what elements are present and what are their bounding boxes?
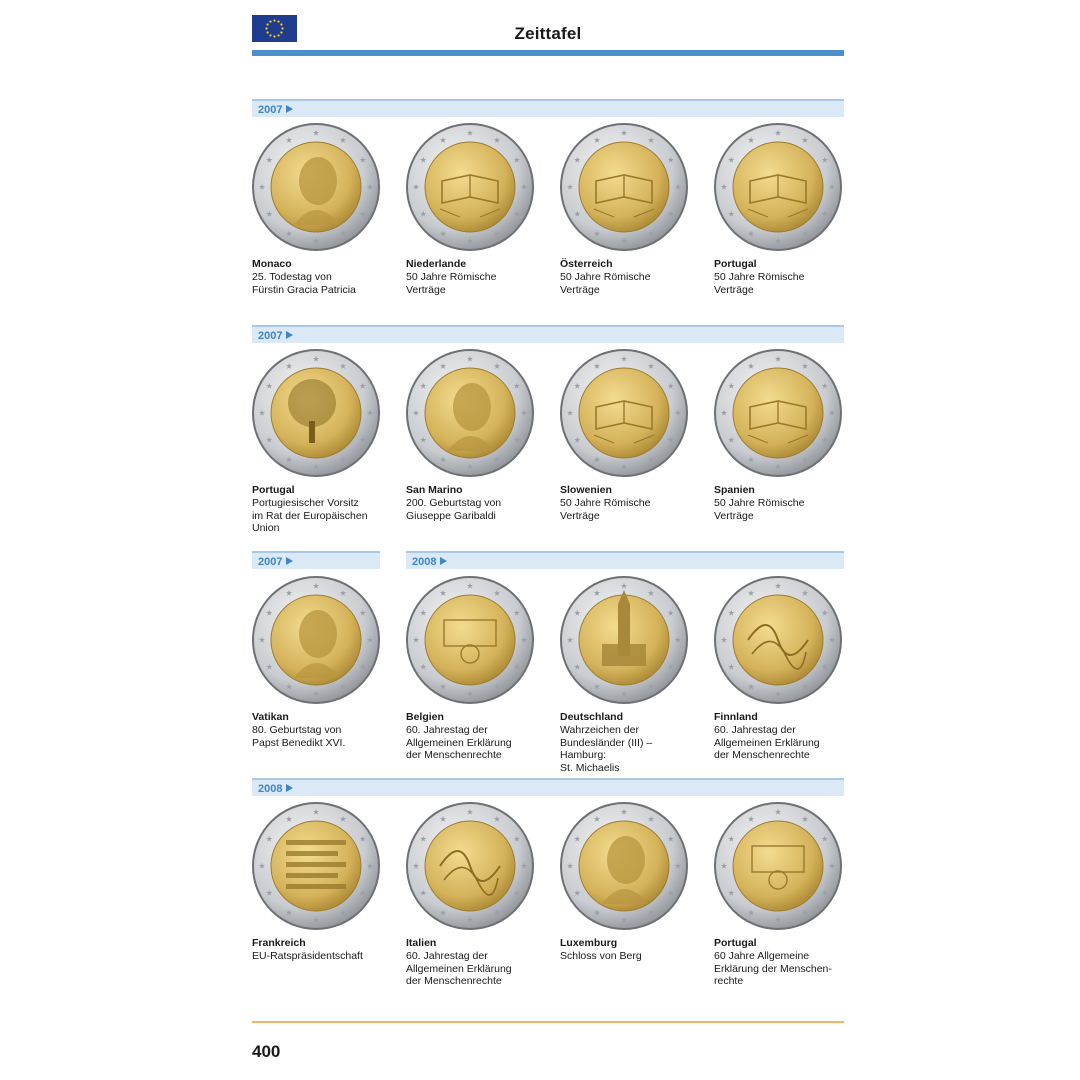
year-band <box>252 778 844 796</box>
coin-description: EU-Ratspräsidentschaft <box>252 949 363 962</box>
coin-description: 60. Jahrestag der Allgemeinen Erklärung der Menschenrechte <box>406 723 512 762</box>
coin-caption <box>252 937 402 963</box>
coin-country: Monaco <box>252 258 292 270</box>
year-label: 2007 <box>258 556 283 568</box>
coin-description: 50 Jahre Römische Verträge <box>714 496 805 522</box>
coin-caption <box>714 711 864 762</box>
coin-country: Frankreich <box>252 937 306 949</box>
year-band <box>406 551 844 569</box>
coin-description: 50 Jahre Römische Verträge <box>406 270 497 296</box>
triangle-right-icon <box>440 557 447 565</box>
coin-image <box>251 801 381 931</box>
coin-caption <box>406 484 556 522</box>
coin-country: Spanien <box>714 484 755 496</box>
coin-caption <box>252 711 402 749</box>
year-band <box>252 99 844 117</box>
coin-country: Belgien <box>406 711 444 723</box>
coin-image <box>251 348 381 478</box>
coin-description: Portugiesischer Vorsitz im Rat der Europäischen Union <box>252 496 368 535</box>
coin-description: 60 Jahre Allgemeine Erklärung der Menschen- rechte <box>714 949 832 988</box>
coin-description: 25. Todestag von Fürstin Gracia Patricia <box>252 270 356 296</box>
coin-image <box>405 801 535 931</box>
coin-image <box>405 575 535 705</box>
coin-image <box>713 801 843 931</box>
coin-caption <box>714 258 864 296</box>
year-band <box>252 325 844 343</box>
coin-caption <box>406 711 556 762</box>
coin-country: Vatikan <box>252 711 289 723</box>
coin-country: Finnland <box>714 711 758 723</box>
coin-caption <box>560 937 710 963</box>
coin-description: Wahrzeichen der Bundesländer (III) – Hamburg: St. Michaelis <box>560 723 653 775</box>
coin-description: 50 Jahre Römische Verträge <box>560 270 651 296</box>
coin-image <box>713 348 843 478</box>
coin-country: Luxemburg <box>560 937 618 949</box>
coin-country: Portugal <box>714 937 757 949</box>
coin-country: Deutschland <box>560 711 624 723</box>
triangle-right-icon <box>286 557 293 565</box>
coin-country: Niederlande <box>406 258 467 270</box>
coin-country: San Marino <box>406 484 463 496</box>
coin-caption <box>406 937 556 988</box>
coin-image <box>405 122 535 252</box>
coin-description: 60. Jahrestag der Allgemeinen Erklärung der Menschenrechte <box>714 723 820 762</box>
coin-caption <box>714 937 864 988</box>
coin-description: 60. Jahrestag der Allgemeinen Erklärung der Menschenrechte <box>406 949 512 988</box>
triangle-right-icon <box>286 784 293 792</box>
coin-description: 50 Jahre Römische Verträge <box>714 270 805 296</box>
coin-description: 80. Geburtstag von Papst Benedikt XVI. <box>252 723 346 749</box>
year-label: 2008 <box>258 783 283 795</box>
coin-image <box>559 801 689 931</box>
coin-caption <box>252 484 402 535</box>
coin-country: Portugal <box>714 258 757 270</box>
year-label: 2007 <box>258 330 283 342</box>
coin-image <box>405 348 535 478</box>
coin-image <box>559 122 689 252</box>
coin-image <box>559 348 689 478</box>
coin-image <box>559 575 689 705</box>
coin-country: Slowenien <box>560 484 612 496</box>
year-band <box>252 551 380 569</box>
page-title: Zeittafel <box>514 24 582 43</box>
coin-country: Österreich <box>560 258 613 270</box>
coin-image <box>251 575 381 705</box>
coin-description: 200. Geburtstag von Giuseppe Garibaldi <box>406 496 502 522</box>
triangle-right-icon <box>286 105 293 113</box>
coin-image <box>713 122 843 252</box>
year-label: 2008 <box>412 556 437 568</box>
coin-caption <box>560 484 710 522</box>
triangle-right-icon <box>286 331 293 339</box>
coin-description: Schloss von Berg <box>560 949 642 962</box>
coin-caption <box>560 711 710 775</box>
coin-caption <box>406 258 556 296</box>
coin-description: 50 Jahre Römische Verträge <box>560 496 651 522</box>
coin-caption <box>714 484 864 522</box>
title-underline <box>252 50 844 56</box>
coin-country: Portugal <box>252 484 295 496</box>
coin-image <box>713 575 843 705</box>
coin-caption <box>252 258 402 296</box>
coin-country: Italien <box>406 937 437 949</box>
footer-rule <box>252 1021 844 1023</box>
coin-caption <box>560 258 710 296</box>
coin-image <box>251 122 381 252</box>
page-number: 400 <box>252 1042 281 1061</box>
year-label: 2007 <box>258 104 283 116</box>
